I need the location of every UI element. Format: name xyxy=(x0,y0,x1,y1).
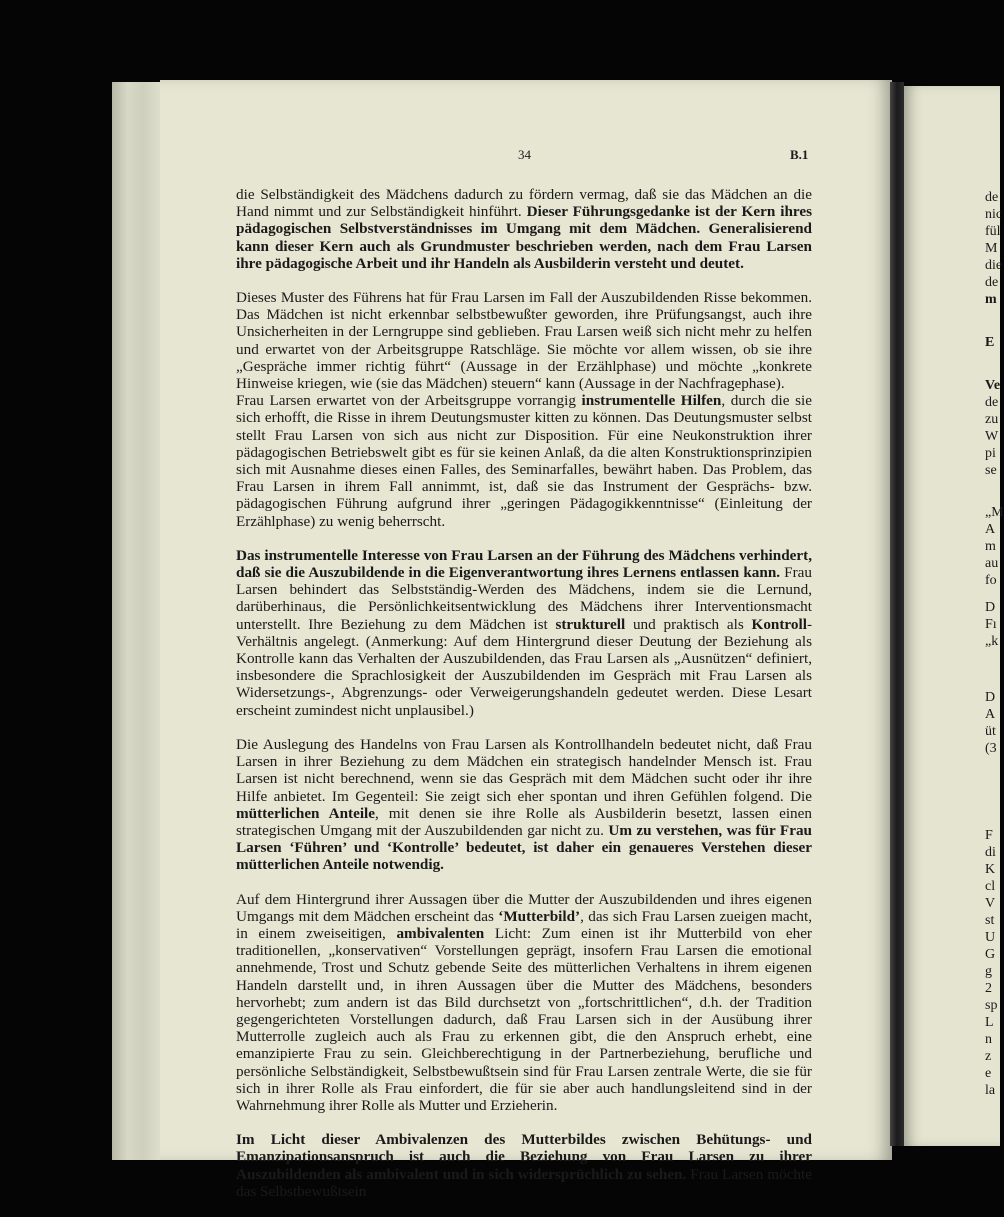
facing-page-fragment: se xyxy=(985,463,997,478)
facing-page-fragment: (3 xyxy=(985,741,997,756)
facing-page-fragment: pi xyxy=(985,446,996,461)
text-run: die Selbständigkeit des Mädchens dadurch zu fördern vermag, daß sie das Mädchen an die Hand nimmt und zur Selbständigkeit hinführt. xyxy=(236,186,812,221)
facing-page-fragment: U xyxy=(985,930,996,945)
section-id: B.1 xyxy=(790,147,809,162)
facing-page-fragment: g xyxy=(985,964,992,979)
facing-page-fragment: A xyxy=(985,707,996,722)
facing-page-fragment: sp xyxy=(985,998,998,1013)
facing-page-fragment: „M xyxy=(985,505,1004,520)
facing-page-fragment: z xyxy=(985,1049,992,1064)
facing-page-fragment: W xyxy=(985,429,999,444)
facing-page-fragment: cl xyxy=(985,879,996,894)
facing-page-fragment: Ve xyxy=(985,378,1001,393)
text-run: Frau Larsen möchte das Selbstbewußtsein xyxy=(236,1165,812,1200)
bold-text-run: strukturell xyxy=(555,615,626,633)
paragraph xyxy=(236,186,812,272)
facing-page-fragment: fül xyxy=(985,224,1001,239)
bold-text-run: mütterlichen Anteile xyxy=(236,804,376,822)
facing-page-fragment: üt xyxy=(985,724,996,739)
bold-text-run: Im Licht dieser Ambivalenzen des Mutterbildes zwischen Behütungs- und Emanzipationsanspruch ist auch die Beziehung von Frau Larsen zu ihrer Auszubildenden als ambivalent und in sich widersprüchlich zu sehen. xyxy=(236,1131,812,1183)
facing-page-fragment: die xyxy=(985,258,1003,273)
paragraph xyxy=(236,547,812,719)
facing-page-fragment: 2 xyxy=(985,981,992,996)
text-run: , das sich Frau Larsen zueigen macht, in einem zweiseitigen, xyxy=(236,907,812,942)
facing-page-fragment: E xyxy=(985,335,995,350)
text-run: Frau Larsen behindert das Selbstständig-Werden des Mädchens, indem sie die Lernund, darüberhinaus, die Persönlichkeitsentwicklung des Mädchens ihrer Interventionsmacht unterstellt. Ihre Beziehung zu dem Mädchen ist xyxy=(236,564,812,633)
text-run: Dieses Muster des Führens hat für Frau Larsen im Fall der Auszubildenden Risse bekommen. Das Mädchen ist nicht erkennbar selbstbewußter geworden, ihre Prüfungsangst, auch ihre Unsicherheiten in der Lerngruppe sind geblieben. Frau Larsen weiß sich nicht mehr zu helfen und erwartet von der Arbeitsgruppe Ratschläge. Sie möchte vor allem wissen, ob sie ihre „Gespräche immer richtig führt“ (Aussage in der Erzählphase) und möchte „konkrete Hinweise kriegen, wie (sie das Mädchen) steuern“ kann (Aussage in der Nachfragephase). xyxy=(236,289,812,393)
text-run: und praktisch als xyxy=(625,615,752,633)
paragraph xyxy=(236,736,812,874)
facing-page-fragment: zu xyxy=(985,412,999,427)
facing-page-fragment: Fı xyxy=(985,617,997,632)
facing-page-fragment: m xyxy=(985,539,996,554)
text-run: -Verhältnis angelegt. (Anmerkung: Auf dem Hintergrund dieser Deutung der Beziehung als Kontrolle kann das Verhalten der Auszubildenden, das Frau Larsen als „Ausnützen“ definiert, insbesondere die Sprachlosigkeit der Auszubildenden im Gespräch mit Frau Larsen als Widersetzungs-, Abgrenzungs- oder Verweigerungshandeln gedeutet werden. Diese Lesart erscheint zumindest nicht unplausibel.) xyxy=(236,615,812,719)
facing-page-fragment: A xyxy=(985,522,996,537)
facing-page-fragment: de xyxy=(985,190,999,205)
running-header xyxy=(0,147,1000,167)
bold-text-run: Kontroll xyxy=(751,615,807,633)
facing-page-fragment: de xyxy=(985,395,999,410)
facing-page-fragment: L xyxy=(985,1015,994,1030)
paragraph xyxy=(236,1131,812,1200)
page-number: 34 xyxy=(518,147,531,162)
text-run: Frau Larsen erwartet von der Arbeitsgruppe vorrangig xyxy=(236,392,582,410)
facing-page-fragment: st xyxy=(985,913,995,928)
bold-text-run: Das instrumentelle Interesse von Frau Larsen an der Führung des Mädchens verhindert, daß sie die Auszubildende in die Eigenverantwortung ihres Lernens entlassen kann. xyxy=(236,546,812,582)
text-run: Auf dem Hintergrund ihrer Aussagen über die Mutter der Auszubildenden und ihres eigenen Umgangs mit dem Mädchen erscheint das xyxy=(236,890,812,925)
bold-text-run: ambivalenten xyxy=(396,924,485,942)
bold-text-run: instrumentelle Hilfen xyxy=(581,392,722,410)
facing-page-fragment: D xyxy=(985,690,996,705)
facing-page-fragment: V xyxy=(985,896,996,911)
facing-page-fragment: au xyxy=(985,556,999,571)
facing-page-fragment: G xyxy=(985,947,996,962)
facing-page-fragment: di xyxy=(985,845,996,860)
text-run: Die Auslegung des Handelns von Frau Larsen als Kontrollhandeln bedeutet nicht, daß Frau Larsen in ihrer Beziehung zu dem Mädchen ein strategisch handelnder Mensch ist. Frau Larsen ist nicht berechnend, wenn sie das Gespräch mit dem Mädchen sucht oder ihr ihre Hilfe anbietet. Im Gegenteil: Sie zeigt sich eher spontan und ihren Gefühlen folgend. Die xyxy=(236,735,812,805)
facing-page-fragment: n xyxy=(985,1032,992,1047)
facing-page-fragment: fo xyxy=(985,573,997,588)
facing-page-fragment: nic xyxy=(985,207,1003,222)
body-text xyxy=(236,186,812,1217)
paragraph xyxy=(236,289,812,530)
facing-page-fragment: e xyxy=(985,1066,992,1081)
facing-page-fragment: m xyxy=(985,292,997,307)
bold-text-run: Um zu verstehen, was für Frau Larsen ‘Führen’ und ‘Kontrolle’ bedeutet, ist daher ein genaueres Verstehen dieser mütterlichen Anteile notwendig. xyxy=(236,821,812,874)
bold-text-run: Dieser Führungsgedanke ist der Kern ihres pädagogischen Selbstverständnisses im Umgang mit dem Mädchen. Generalisierend kann dieser Kern auch als Grundmuster beschrieben werden, nach dem Frau Larsen ihre pädagogische Arbeit und ihr Handeln als Ausbilderin versteht und deutet. xyxy=(236,203,813,272)
text-run: , mit denen sie ihre Rolle als Ausbilderin besetzt, lassen einen strategischen Umgang mit der Auszubildenden gar nicht zu. xyxy=(236,804,812,839)
facing-page-fragment: de xyxy=(985,275,999,290)
text-run: , durch die sie sich erhofft, die Risse in ihrem Deutungsmuster kitten zu können. Das Deutungsmuster selbst stellt Frau Larsen von sich aus nicht zur Disposition. Für eine Neukonstruktion ihrer pädagogischen Betriebswelt gibt es für sie keinen Anlaß, da die alten Konstruktionsprinzipien sich mit Ausnahme dieses einen Falles, des Seminarfalles, bewährt haben. Das Problem, das Frau Larsen in ihrem Fall annimmt, ist, daß sie das Instrument der Gesprächs- bzw. pädagogischen Führung aufgrund ihrer „geringen Pädagogikkenntnisse“ (Einleitung der Erzählphase) zu wenig beherrscht. xyxy=(236,392,812,530)
facing-page-fragment: M xyxy=(985,241,998,256)
page-edge xyxy=(112,82,164,1160)
facing-page-fragment: F xyxy=(985,828,993,843)
text-run: Licht: Zum einen ist ihr Mutterbild von eher traditionellen, „konservativen“ Vorstellungen geprägt, insofern Frau Larsen die emotional annehmende, Trost und Schutz gebende Seite des mütterlichen Verhaltens in ihrem eigenen Handeln darstellt und, in ihren Aussagen über die Mutter des Mädchens, besonders hervorhebt; zum andern ist das Bild durchsetzt von „fortschrittlichen“, d.h. der Tradition gegengerichteten Vorstellungen dadurch, daß Frau Larsen sich in der Ausübung ihrer Mutterrolle zugleich auch als Frau zu erkennen gibt, die den Anspruch erhebt, eine emanzipierte Frau zu sein. Gleichberechtigung in der Partnerbeziehung, berufliche und persönliche Selbständigkeit, Selbstbewußtsein sind für Frau Larsen zentrale Werte, die sie für sich in ihrer Rolle als Frau einfordert, die für sie aber auch handlungsleitend sind in der Wahrnehmung ihrer Rolle als Mutter und Erzieherin. xyxy=(236,924,812,1114)
bold-text-run: ‘Mutterbild’ xyxy=(498,907,581,925)
facing-page-fragment: D xyxy=(985,600,996,615)
book-gutter xyxy=(890,82,904,1146)
paragraph xyxy=(236,891,812,1115)
facing-page-fragment: la xyxy=(985,1083,996,1098)
facing-page-fragment: K xyxy=(985,862,996,877)
facing-page-fragment: „k xyxy=(985,634,999,649)
